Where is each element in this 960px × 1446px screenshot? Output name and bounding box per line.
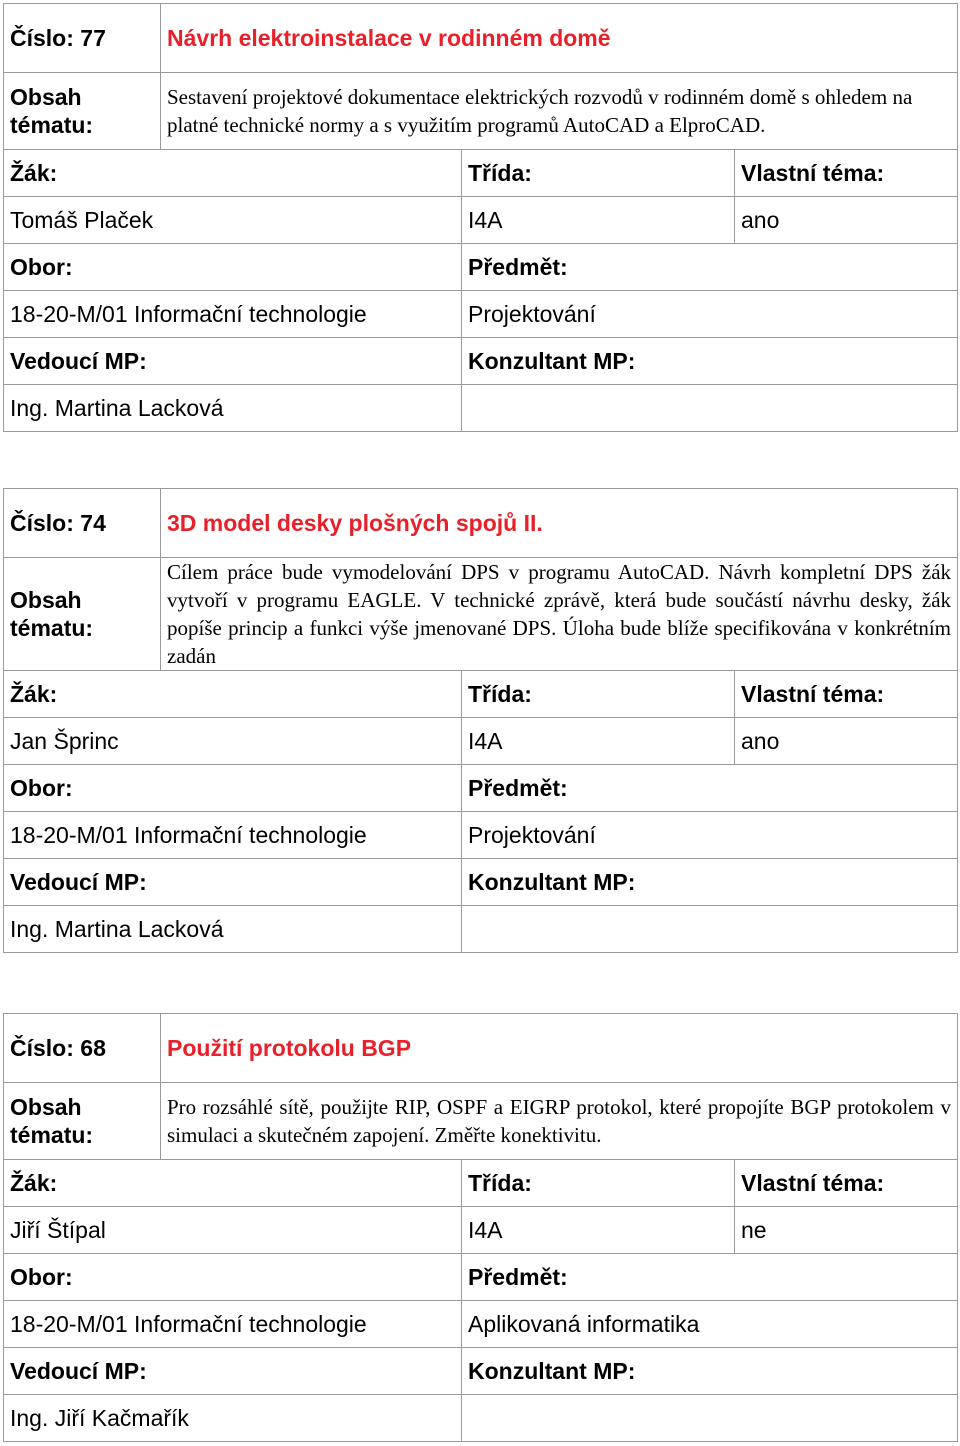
own-topic-value: ne	[735, 1207, 958, 1254]
field-label: Obor:	[4, 765, 462, 812]
class-value: I4A	[462, 718, 735, 765]
field-value: 18-20-M/01 Informační technologie	[4, 812, 462, 859]
topic-number: 74	[80, 510, 106, 536]
student-name: Jan Šprinc	[4, 718, 462, 765]
subject-label: Předmět:	[462, 244, 958, 291]
number-label: Číslo:	[10, 510, 74, 536]
consultant-label: Konzultant MP:	[462, 338, 958, 385]
supervisor-label: Vedoucí MP:	[4, 859, 462, 906]
class-label: Třída:	[462, 150, 735, 197]
topic-description: Sestavení projektové dokumentace elektrických rozvodů v rodinném domě s ohledem na platné technické normy a s využitím programů AutoCAD a ElproCAD.	[161, 73, 958, 150]
own-topic-label: Vlastní téma:	[735, 671, 958, 718]
student-name: Jiří Štípal	[4, 1207, 462, 1254]
topic-description: Pro rozsáhlé sítě, použijte RIP, OSPF a EIGRP protokol, které propojíte BGP protokolem v simulaci a skutečném zapojení. Změřte konektivitu.	[161, 1083, 958, 1160]
obsah-label-line1: Obsah	[10, 587, 82, 613]
topic-card	[3, 1013, 957, 1442]
topic-number-cell	[4, 489, 161, 558]
supervisor-label: Vedoucí MP:	[4, 1348, 462, 1395]
supervisor-value: Ing. Martina Lacková	[4, 906, 462, 953]
topic-table	[3, 3, 958, 432]
subject-value: Aplikovaná informatika	[462, 1301, 958, 1348]
obsah-label-line2: tématu:	[10, 112, 94, 138]
supervisor-label: Vedoucí MP:	[4, 338, 462, 385]
obsah-label-line2: tématu:	[10, 1122, 94, 1148]
obsah-label-line1: Obsah	[10, 1094, 82, 1120]
topic-card	[3, 3, 957, 432]
obsah-label-line1: Obsah	[10, 84, 82, 110]
class-label: Třída:	[462, 671, 735, 718]
subject-label: Předmět:	[462, 765, 958, 812]
consultant-label: Konzultant MP:	[462, 859, 958, 906]
topic-number: 68	[80, 1035, 106, 1061]
topic-card	[3, 488, 957, 953]
consultant-value	[462, 1395, 958, 1442]
class-value: I4A	[462, 197, 735, 244]
own-topic-label: Vlastní téma:	[735, 1160, 958, 1207]
number-label: Číslo:	[10, 1035, 74, 1061]
class-label: Třída:	[462, 1160, 735, 1207]
consultant-label: Konzultant MP:	[462, 1348, 958, 1395]
topic-number: 77	[80, 25, 106, 51]
topic-table	[3, 1013, 958, 1442]
subject-value: Projektování	[462, 812, 958, 859]
obsah-label-cell	[4, 1083, 161, 1160]
obsah-label-cell	[4, 73, 161, 150]
consultant-value	[462, 906, 958, 953]
topic-title: Použití protokolu BGP	[161, 1014, 958, 1083]
consultant-value	[462, 385, 958, 432]
student-label: Žák:	[4, 1160, 462, 1207]
number-label: Číslo:	[10, 25, 74, 51]
subject-value: Projektování	[462, 291, 958, 338]
student-label: Žák:	[4, 150, 462, 197]
topic-number-cell	[4, 4, 161, 73]
field-value: 18-20-M/01 Informační technologie	[4, 1301, 462, 1348]
own-topic-value: ano	[735, 718, 958, 765]
topic-title: 3D model desky plošných spojů II.	[161, 489, 958, 558]
field-label: Obor:	[4, 244, 462, 291]
topic-title: Návrh elektroinstalace v rodinném domě	[161, 4, 958, 73]
student-label: Žák:	[4, 671, 462, 718]
obsah-label-line2: tématu:	[10, 615, 94, 641]
field-value: 18-20-M/01 Informační technologie	[4, 291, 462, 338]
subject-label: Předmět:	[462, 1254, 958, 1301]
student-name: Tomáš Plaček	[4, 197, 462, 244]
topic-number-cell	[4, 1014, 161, 1083]
own-topic-value: ano	[735, 197, 958, 244]
field-label: Obor:	[4, 1254, 462, 1301]
supervisor-value: Ing. Martina Lacková	[4, 385, 462, 432]
obsah-label-cell	[4, 558, 161, 671]
supervisor-value: Ing. Jiří Kačmařík	[4, 1395, 462, 1442]
own-topic-label: Vlastní téma:	[735, 150, 958, 197]
class-value: I4A	[462, 1207, 735, 1254]
topic-description: Cílem práce bude vymodelování DPS v programu AutoCAD. Návrh kompletní DPS žák vytvoří v programu EAGLE. V technické zprávě, která bude součástí návrhu desky, žák popíše princip a funkci výše jmenované DPS. Úloha bude blíže specifikována v konkrétním zadán	[161, 558, 958, 671]
topic-table	[3, 488, 958, 953]
